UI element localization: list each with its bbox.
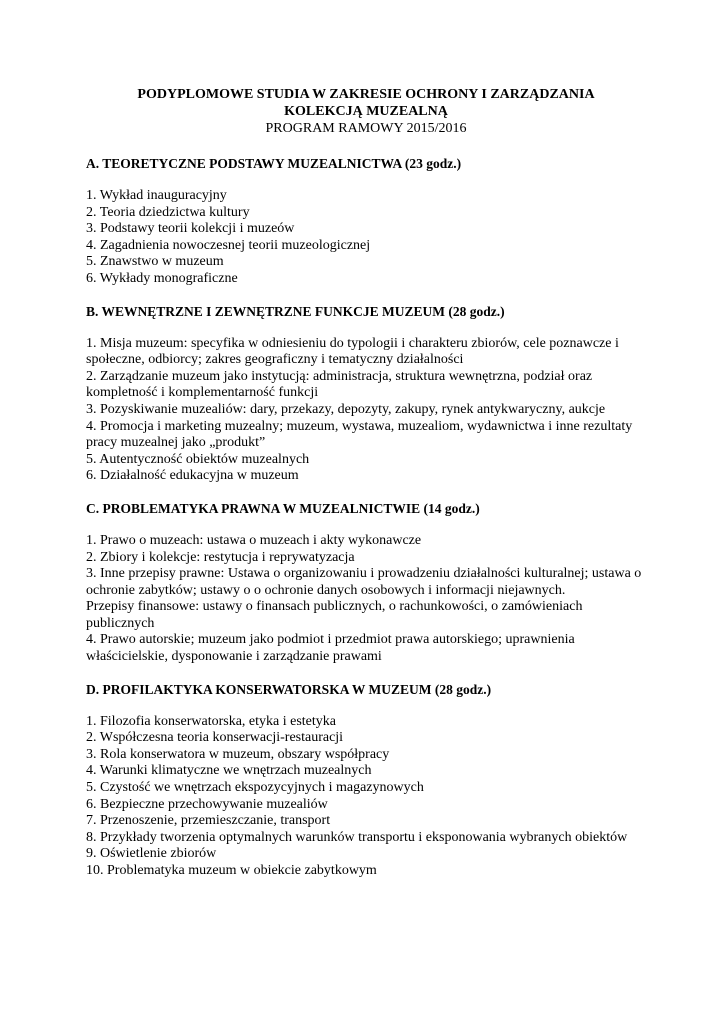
list-item: 2. Teoria dziedzictwa kultury — [86, 204, 250, 220]
section-d — [86, 681, 646, 880]
section-list — [86, 533, 646, 666]
section-title: B. WEWNĘTRZNE I ZEWNĘTRZNE FUNKCJE MUZEUM (28 godz.) — [86, 303, 505, 319]
list-item: 6. Działalność edukacyjna w muzeum — [86, 468, 299, 484]
list-item: 2. Zbiory i kolekcje: restytucja i reprywatyzacja — [86, 549, 355, 565]
list-item: 3. Rola konserwatora w muzeum, obszary współpracy — [86, 746, 390, 762]
list-item: 10. Problematyka muzeum w obiekcie zabytkowym — [86, 863, 377, 878]
list-item: 5. Autentyczność obiektów muzealnych — [86, 451, 310, 467]
section-title: D. PROFILAKTYKA KONSERWATORSKA W MUZEUM (28 godz.) — [86, 681, 492, 697]
list-item: 9. Oświetlenie zbiorów — [86, 846, 217, 862]
list-item: 1. Filozofia konserwatorska, etyka i estetyka — [86, 713, 336, 729]
list-item: 4. Warunki klimatyczne we wnętrzach muzealnych — [86, 763, 372, 779]
list-item: 6. Wykłady monograficzne — [86, 270, 238, 286]
section-list — [86, 714, 646, 880]
list-item: 4. Prawo autorskie; muzeum jako podmiot i przedmiot prawa autorskiego; uprawnienia właścicielskie, dysponowanie i zarządzanie prawami — [86, 632, 575, 665]
list-item: 2. Współczesna teoria konserwacji-restauracji — [86, 730, 344, 746]
list-item: 1. Wykład inauguracyjny — [86, 188, 227, 203]
list-item: 1. Prawo o muzeach: ustawa o muzeach i akty wykonawcze — [86, 532, 422, 548]
document-header — [86, 86, 646, 137]
document-title-line1: PODYPLOMOWE STUDIA W ZAKRESIE OCHRONY I ZARZĄDZANIA — [137, 87, 595, 102]
section-list — [86, 188, 646, 288]
list-item: 6. Bezpieczne przechowywanie muzealiów — [86, 796, 328, 812]
list-item: Przepisy finansowe: ustawy o finansach publicznych, o rachunkowości, o zamówieniach publicznych — [86, 599, 583, 631]
document-page — [86, 86, 646, 880]
document-title-line2: KOLEKCJĄ MUZEALNĄ — [284, 104, 448, 119]
list-item: 8. Przykłady tworzenia optymalnych warunków transportu i eksponowania wybranych obiektów — [86, 829, 628, 845]
list-item: 3. Inne przepisy prawne: Ustawa o organizowaniu i prowadzeniu działalności kulturalnej; ustawa o ochronie zabytków; ustawy o o ochronie danych osobowych i informacji niejawnych. — [86, 566, 642, 598]
list-item: 3. Pozyskiwanie muzealiów: dary, przekazy, depozyty, zakupy, rynek antykwaryczny, aukcje — [86, 401, 606, 417]
list-item: 3. Podstawy teorii kolekcji i muzeów — [86, 221, 295, 237]
document-subtitle: PROGRAM RAMOWY 2015/2016 — [265, 121, 467, 136]
list-item: 7. Przenoszenie, przemieszczanie, transport — [86, 813, 331, 829]
list-item: 4. Promocja i marketing muzealny; muzeum, wystawa, muzealiom, wydawnictwa i inne rezultaty pracy muzealnej jako „produkt” — [86, 418, 633, 451]
section-list — [86, 336, 646, 485]
list-item: 1. Misja muzeum: specyfika w odniesieniu do typologii i charakteru zbiorów, cele poznawcze i społeczne, odbiorcy; zakres geograficzny i tematyczny działalności — [86, 335, 619, 368]
list-item: 4. Zagadnienia nowoczesnej teorii muzeologicznej — [86, 237, 371, 253]
list-item: 5. Czystość we wnętrzach ekspozycyjnych i magazynowych — [86, 780, 424, 796]
section-b — [86, 303, 646, 485]
section-c — [86, 500, 646, 666]
section-title: A. TEORETYCZNE PODSTAWY MUZEALNICTWA (23 godz.) — [86, 156, 462, 171]
section-a — [86, 155, 646, 288]
list-item: 2. Zarządzanie muzeum jako instytucją: administracja, struktura wewnętrzna, podział oraz kompletność i komplementarność funkcji — [86, 368, 593, 401]
list-item: 5. Znawstwo w muzeum — [86, 254, 224, 270]
section-title: C. PROBLEMATYKA PRAWNA W MUZEALNICTWIE (14 godz.) — [86, 500, 480, 516]
